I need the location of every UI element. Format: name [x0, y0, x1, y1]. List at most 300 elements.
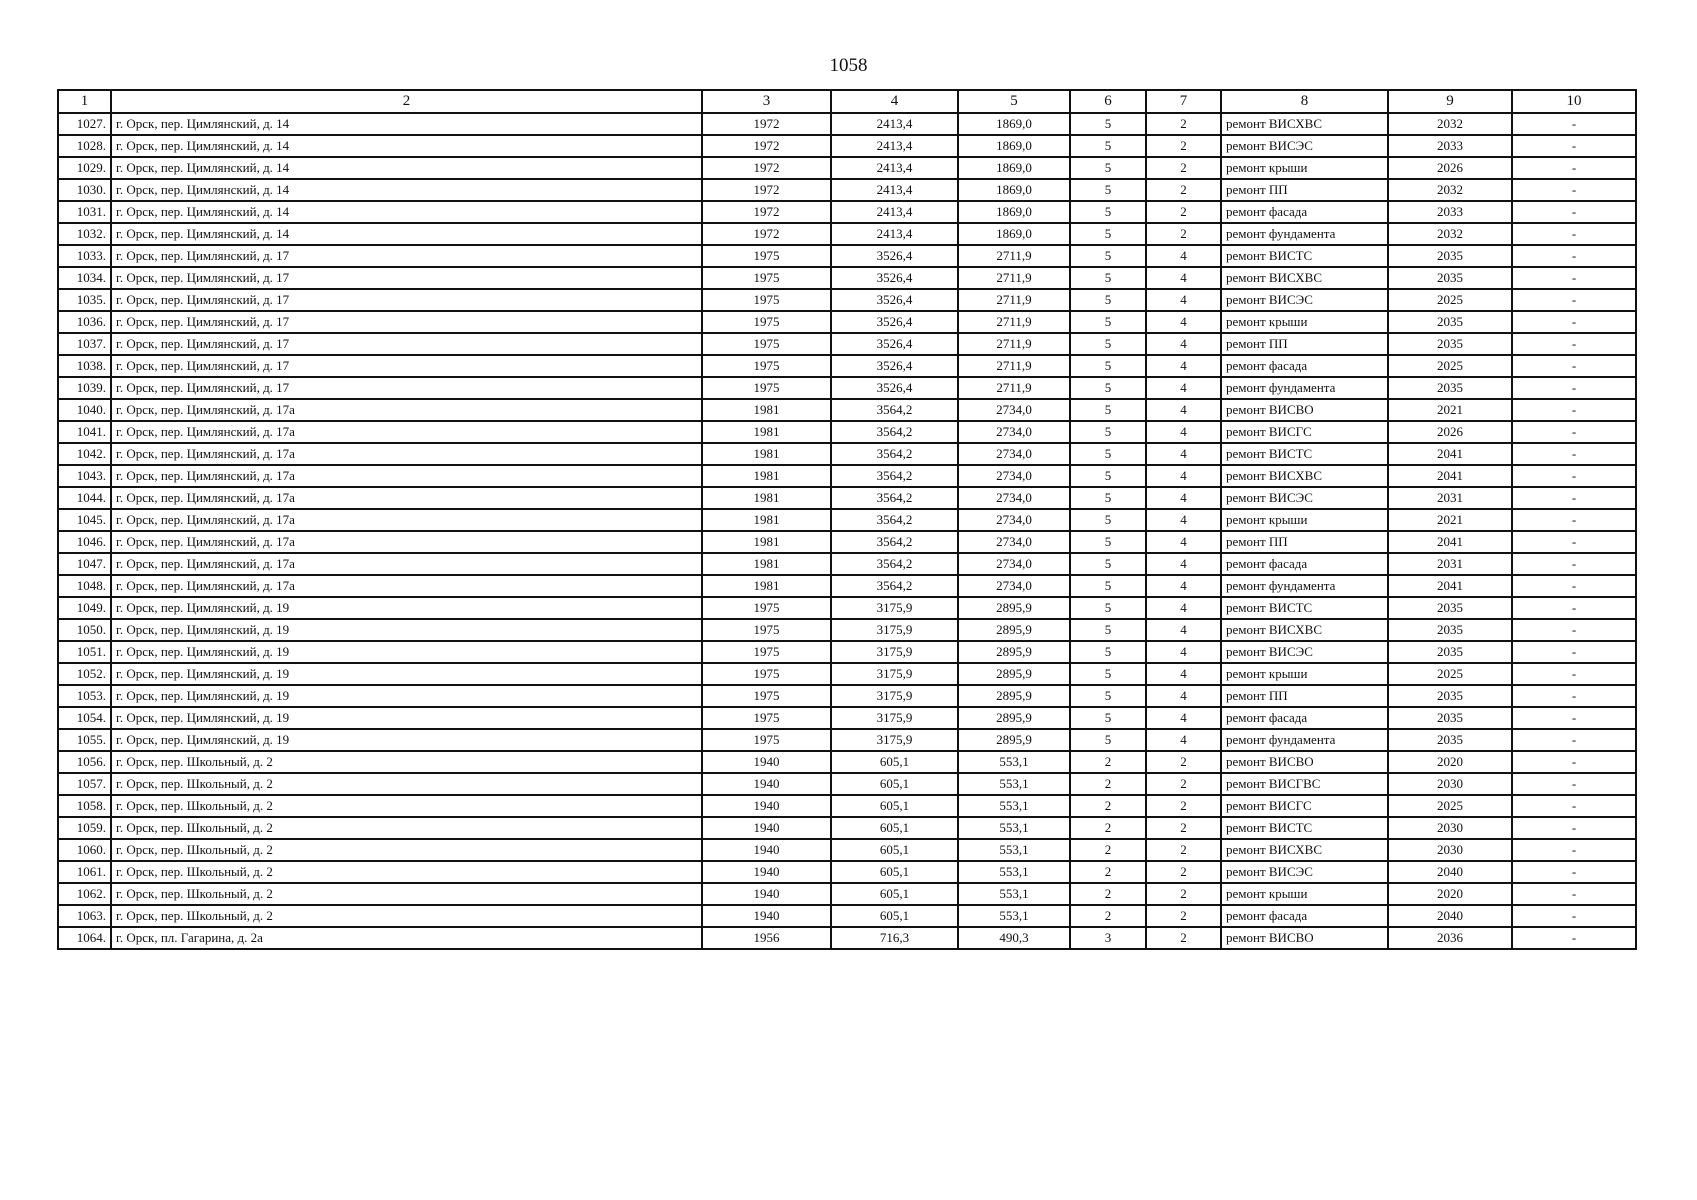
cell-work-type: ремонт ВИСВО [1221, 751, 1388, 773]
cell-note: - [1512, 509, 1636, 531]
cell-floors: 2 [1070, 751, 1146, 773]
page-number: 1058 [829, 55, 868, 76]
cell-total-area: 3526,4 [831, 289, 958, 311]
cell-planned-year: 2041 [1388, 443, 1512, 465]
column-header-5: 5 [958, 90, 1070, 113]
cell-living-area: 2734,0 [958, 553, 1070, 575]
cell-row-number: 1044. [58, 487, 111, 509]
cell-build-year: 1981 [702, 399, 831, 421]
cell-planned-year: 2041 [1388, 575, 1512, 597]
cell-floors: 2 [1070, 773, 1146, 795]
table-row [58, 245, 1636, 267]
cell-floors: 5 [1070, 663, 1146, 685]
cell-build-year: 1975 [702, 641, 831, 663]
cell-build-year: 1975 [702, 597, 831, 619]
cell-total-area: 3175,9 [831, 641, 958, 663]
table-row [58, 641, 1636, 663]
cell-row-number: 1042. [58, 443, 111, 465]
cell-note: - [1512, 597, 1636, 619]
cell-entrances: 4 [1146, 619, 1221, 641]
cell-entrances: 2 [1146, 883, 1221, 905]
cell-address: г. Орск, пер. Цимлянский, д. 19 [111, 619, 702, 641]
cell-note: - [1512, 245, 1636, 267]
cell-planned-year: 2035 [1388, 641, 1512, 663]
cell-total-area: 605,1 [831, 905, 958, 927]
cell-floors: 5 [1070, 245, 1146, 267]
table-row [58, 333, 1636, 355]
cell-total-area: 3175,9 [831, 597, 958, 619]
cell-address: г. Орск, пер. Школьный, д. 2 [111, 883, 702, 905]
cell-total-area: 3564,2 [831, 531, 958, 553]
cell-living-area: 553,1 [958, 751, 1070, 773]
column-header-8: 8 [1221, 90, 1388, 113]
cell-planned-year: 2041 [1388, 531, 1512, 553]
cell-address: г. Орск, пер. Школьный, д. 2 [111, 795, 702, 817]
cell-row-number: 1028. [58, 135, 111, 157]
cell-total-area: 3175,9 [831, 619, 958, 641]
cell-total-area: 3564,2 [831, 421, 958, 443]
cell-living-area: 2895,9 [958, 641, 1070, 663]
cell-entrances: 4 [1146, 399, 1221, 421]
cell-work-type: ремонт фасада [1221, 201, 1388, 223]
cell-build-year: 1972 [702, 135, 831, 157]
cell-row-number: 1035. [58, 289, 111, 311]
cell-row-number: 1064. [58, 927, 111, 949]
cell-planned-year: 2035 [1388, 707, 1512, 729]
cell-note: - [1512, 707, 1636, 729]
cell-entrances: 2 [1146, 795, 1221, 817]
cell-planned-year: 2031 [1388, 553, 1512, 575]
cell-total-area: 2413,4 [831, 179, 958, 201]
cell-total-area: 3564,2 [831, 509, 958, 531]
cell-address: г. Орск, пер. Цимлянский, д. 17 [111, 333, 702, 355]
column-header-9: 9 [1388, 90, 1512, 113]
cell-work-type: ремонт ВИСТС [1221, 597, 1388, 619]
cell-work-type: ремонт крыши [1221, 157, 1388, 179]
cell-entrances: 2 [1146, 135, 1221, 157]
table-row [58, 905, 1636, 927]
cell-total-area: 2413,4 [831, 113, 958, 135]
cell-note: - [1512, 685, 1636, 707]
cell-row-number: 1038. [58, 355, 111, 377]
cell-total-area: 3526,4 [831, 377, 958, 399]
cell-address: г. Орск, пер. Цимлянский, д. 17 [111, 311, 702, 333]
table-body [58, 113, 1636, 949]
cell-floors: 5 [1070, 201, 1146, 223]
cell-build-year: 1981 [702, 575, 831, 597]
cell-living-area: 2734,0 [958, 421, 1070, 443]
cell-address: г. Орск, пер. Цимлянский, д. 17 [111, 377, 702, 399]
cell-address: г. Орск, пер. Цимлянский, д. 17а [111, 421, 702, 443]
cell-note: - [1512, 861, 1636, 883]
cell-entrances: 2 [1146, 773, 1221, 795]
cell-row-number: 1048. [58, 575, 111, 597]
cell-total-area: 605,1 [831, 773, 958, 795]
cell-build-year: 1940 [702, 861, 831, 883]
cell-total-area: 2413,4 [831, 135, 958, 157]
cell-planned-year: 2035 [1388, 685, 1512, 707]
cell-entrances: 2 [1146, 861, 1221, 883]
cell-living-area: 2711,9 [958, 245, 1070, 267]
cell-living-area: 553,1 [958, 861, 1070, 883]
table-row [58, 135, 1636, 157]
cell-total-area: 3564,2 [831, 465, 958, 487]
cell-planned-year: 2031 [1388, 487, 1512, 509]
cell-planned-year: 2030 [1388, 773, 1512, 795]
cell-total-area: 605,1 [831, 817, 958, 839]
cell-address: г. Орск, пер. Цимлянский, д. 17 [111, 267, 702, 289]
cell-entrances: 4 [1146, 289, 1221, 311]
cell-floors: 5 [1070, 113, 1146, 135]
cell-address: г. Орск, пер. Цимлянский, д. 17а [111, 465, 702, 487]
cell-living-area: 553,1 [958, 839, 1070, 861]
cell-floors: 5 [1070, 157, 1146, 179]
cell-total-area: 2413,4 [831, 223, 958, 245]
cell-total-area: 605,1 [831, 861, 958, 883]
cell-total-area: 3564,2 [831, 575, 958, 597]
cell-note: - [1512, 443, 1636, 465]
cell-entrances: 4 [1146, 443, 1221, 465]
cell-total-area: 3564,2 [831, 443, 958, 465]
cell-planned-year: 2041 [1388, 465, 1512, 487]
column-header-2: 2 [111, 90, 702, 113]
cell-address: г. Орск, пер. Цимлянский, д. 17а [111, 487, 702, 509]
cell-planned-year: 2036 [1388, 927, 1512, 949]
cell-note: - [1512, 201, 1636, 223]
cell-living-area: 2895,9 [958, 707, 1070, 729]
cell-living-area: 553,1 [958, 883, 1070, 905]
cell-total-area: 605,1 [831, 883, 958, 905]
cell-row-number: 1059. [58, 817, 111, 839]
cell-address: г. Орск, пер. Школьный, д. 2 [111, 817, 702, 839]
cell-living-area: 1869,0 [958, 113, 1070, 135]
table-row [58, 685, 1636, 707]
cell-row-number: 1027. [58, 113, 111, 135]
cell-row-number: 1052. [58, 663, 111, 685]
cell-floors: 2 [1070, 795, 1146, 817]
cell-work-type: ремонт ПП [1221, 531, 1388, 553]
cell-row-number: 1062. [58, 883, 111, 905]
cell-floors: 5 [1070, 311, 1146, 333]
cell-total-area: 3526,4 [831, 245, 958, 267]
cell-address: г. Орск, пер. Цимлянский, д. 19 [111, 597, 702, 619]
cell-work-type: ремонт крыши [1221, 311, 1388, 333]
cell-build-year: 1975 [702, 377, 831, 399]
table-row [58, 223, 1636, 245]
cell-build-year: 1975 [702, 663, 831, 685]
cell-planned-year: 2025 [1388, 663, 1512, 685]
cell-build-year: 1981 [702, 553, 831, 575]
cell-entrances: 4 [1146, 377, 1221, 399]
cell-living-area: 553,1 [958, 905, 1070, 927]
cell-planned-year: 2025 [1388, 795, 1512, 817]
cell-build-year: 1981 [702, 443, 831, 465]
cell-floors: 5 [1070, 135, 1146, 157]
cell-row-number: 1033. [58, 245, 111, 267]
cell-planned-year: 2040 [1388, 861, 1512, 883]
cell-total-area: 605,1 [831, 839, 958, 861]
cell-floors: 5 [1070, 399, 1146, 421]
cell-work-type: ремонт ВИСХВС [1221, 619, 1388, 641]
cell-planned-year: 2035 [1388, 245, 1512, 267]
cell-note: - [1512, 795, 1636, 817]
cell-row-number: 1046. [58, 531, 111, 553]
cell-work-type: ремонт ВИСГВС [1221, 773, 1388, 795]
cell-living-area: 2711,9 [958, 377, 1070, 399]
cell-address: г. Орск, пер. Цимлянский, д. 14 [111, 201, 702, 223]
cell-note: - [1512, 729, 1636, 751]
cell-work-type: ремонт ПП [1221, 685, 1388, 707]
cell-floors: 5 [1070, 641, 1146, 663]
cell-note: - [1512, 553, 1636, 575]
cell-build-year: 1972 [702, 223, 831, 245]
cell-entrances: 4 [1146, 245, 1221, 267]
cell-build-year: 1940 [702, 817, 831, 839]
cell-floors: 5 [1070, 421, 1146, 443]
table-row [58, 839, 1636, 861]
column-header-10: 10 [1512, 90, 1636, 113]
column-header-3: 3 [702, 90, 831, 113]
cell-floors: 5 [1070, 179, 1146, 201]
cell-row-number: 1037. [58, 333, 111, 355]
cell-note: - [1512, 179, 1636, 201]
cell-planned-year: 2040 [1388, 905, 1512, 927]
cell-note: - [1512, 905, 1636, 927]
cell-floors: 2 [1070, 905, 1146, 927]
cell-address: г. Орск, пер. Цимлянский, д. 17 [111, 355, 702, 377]
cell-total-area: 605,1 [831, 751, 958, 773]
cell-work-type: ремонт фасада [1221, 905, 1388, 927]
column-header-7: 7 [1146, 90, 1221, 113]
cell-entrances: 4 [1146, 729, 1221, 751]
cell-address: г. Орск, пер. Школьный, д. 2 [111, 839, 702, 861]
cell-floors: 2 [1070, 817, 1146, 839]
cell-note: - [1512, 399, 1636, 421]
repair-schedule-table [57, 89, 1637, 950]
cell-planned-year: 2020 [1388, 883, 1512, 905]
cell-total-area: 3564,2 [831, 399, 958, 421]
cell-living-area: 2734,0 [958, 443, 1070, 465]
cell-living-area: 2711,9 [958, 289, 1070, 311]
table-row [58, 399, 1636, 421]
cell-living-area: 1869,0 [958, 179, 1070, 201]
cell-address: г. Орск, пер. Цимлянский, д. 17 [111, 245, 702, 267]
cell-living-area: 2895,9 [958, 685, 1070, 707]
table-row [58, 663, 1636, 685]
cell-entrances: 2 [1146, 157, 1221, 179]
table-row [58, 707, 1636, 729]
cell-address: г. Орск, пер. Цимлянский, д. 14 [111, 135, 702, 157]
cell-planned-year: 2033 [1388, 135, 1512, 157]
cell-work-type: ремонт фасада [1221, 707, 1388, 729]
cell-planned-year: 2035 [1388, 377, 1512, 399]
cell-living-area: 2711,9 [958, 267, 1070, 289]
cell-entrances: 4 [1146, 487, 1221, 509]
cell-entrances: 2 [1146, 839, 1221, 861]
table-row [58, 927, 1636, 949]
table-row [58, 377, 1636, 399]
cell-address: г. Орск, пер. Школьный, д. 2 [111, 751, 702, 773]
cell-address: г. Орск, пер. Цимлянский, д. 19 [111, 641, 702, 663]
cell-entrances: 4 [1146, 685, 1221, 707]
cell-entrances: 4 [1146, 311, 1221, 333]
cell-total-area: 3175,9 [831, 707, 958, 729]
cell-entrances: 4 [1146, 421, 1221, 443]
cell-build-year: 1975 [702, 333, 831, 355]
cell-work-type: ремонт ВИСВО [1221, 927, 1388, 949]
cell-entrances: 4 [1146, 465, 1221, 487]
cell-row-number: 1063. [58, 905, 111, 927]
table-row [58, 619, 1636, 641]
cell-work-type: ремонт ВИСХВС [1221, 267, 1388, 289]
cell-build-year: 1940 [702, 883, 831, 905]
cell-living-area: 553,1 [958, 795, 1070, 817]
cell-work-type: ремонт ПП [1221, 333, 1388, 355]
cell-row-number: 1031. [58, 201, 111, 223]
cell-note: - [1512, 157, 1636, 179]
table-row [58, 751, 1636, 773]
cell-work-type: ремонт ВИСТС [1221, 817, 1388, 839]
cell-note: - [1512, 113, 1636, 135]
cell-floors: 5 [1070, 509, 1146, 531]
cell-entrances: 4 [1146, 663, 1221, 685]
cell-row-number: 1040. [58, 399, 111, 421]
cell-note: - [1512, 311, 1636, 333]
table-row [58, 421, 1636, 443]
cell-total-area: 3526,4 [831, 267, 958, 289]
cell-address: г. Орск, пер. Цимлянский, д. 19 [111, 685, 702, 707]
table-row [58, 531, 1636, 553]
cell-floors: 2 [1070, 883, 1146, 905]
cell-address: г. Орск, пер. Цимлянский, д. 17а [111, 553, 702, 575]
cell-floors: 3 [1070, 927, 1146, 949]
cell-entrances: 4 [1146, 575, 1221, 597]
cell-living-area: 553,1 [958, 773, 1070, 795]
cell-planned-year: 2035 [1388, 311, 1512, 333]
cell-living-area: 2895,9 [958, 619, 1070, 641]
cell-build-year: 1940 [702, 751, 831, 773]
cell-total-area: 3526,4 [831, 333, 958, 355]
cell-row-number: 1060. [58, 839, 111, 861]
cell-total-area: 3564,2 [831, 553, 958, 575]
cell-work-type: ремонт ВИСЭС [1221, 487, 1388, 509]
cell-living-area: 2711,9 [958, 333, 1070, 355]
cell-note: - [1512, 531, 1636, 553]
cell-planned-year: 2025 [1388, 289, 1512, 311]
cell-total-area: 3175,9 [831, 663, 958, 685]
cell-planned-year: 2035 [1388, 267, 1512, 289]
table-row [58, 179, 1636, 201]
column-header-4: 4 [831, 90, 958, 113]
cell-planned-year: 2030 [1388, 817, 1512, 839]
cell-row-number: 1041. [58, 421, 111, 443]
table-row [58, 729, 1636, 751]
cell-build-year: 1975 [702, 707, 831, 729]
cell-work-type: ремонт крыши [1221, 883, 1388, 905]
cell-row-number: 1034. [58, 267, 111, 289]
table-row [58, 553, 1636, 575]
cell-work-type: ремонт ВИСВО [1221, 399, 1388, 421]
cell-row-number: 1043. [58, 465, 111, 487]
cell-living-area: 1869,0 [958, 157, 1070, 179]
cell-build-year: 1981 [702, 421, 831, 443]
cell-floors: 5 [1070, 553, 1146, 575]
table-row [58, 487, 1636, 509]
table-row [58, 795, 1636, 817]
cell-living-area: 2734,0 [958, 399, 1070, 421]
cell-work-type: ремонт крыши [1221, 509, 1388, 531]
cell-entrances: 4 [1146, 509, 1221, 531]
cell-planned-year: 2021 [1388, 399, 1512, 421]
cell-work-type: ремонт ВИСЭС [1221, 861, 1388, 883]
cell-work-type: ремонт фундамента [1221, 729, 1388, 751]
cell-row-number: 1029. [58, 157, 111, 179]
cell-build-year: 1940 [702, 839, 831, 861]
cell-floors: 5 [1070, 597, 1146, 619]
cell-work-type: ремонт фундамента [1221, 223, 1388, 245]
table-row [58, 267, 1636, 289]
cell-note: - [1512, 377, 1636, 399]
cell-living-area: 2734,0 [958, 465, 1070, 487]
cell-work-type: ремонт фундамента [1221, 575, 1388, 597]
cell-floors: 5 [1070, 465, 1146, 487]
cell-living-area: 2711,9 [958, 355, 1070, 377]
cell-floors: 5 [1070, 223, 1146, 245]
cell-note: - [1512, 751, 1636, 773]
cell-note: - [1512, 773, 1636, 795]
table-row [58, 883, 1636, 905]
table-row [58, 289, 1636, 311]
cell-planned-year: 2032 [1388, 179, 1512, 201]
cell-note: - [1512, 135, 1636, 157]
column-header-6: 6 [1070, 90, 1146, 113]
cell-living-area: 2895,9 [958, 597, 1070, 619]
cell-address: г. Орск, пер. Школьный, д. 2 [111, 861, 702, 883]
cell-living-area: 2734,0 [958, 531, 1070, 553]
cell-note: - [1512, 883, 1636, 905]
cell-address: г. Орск, пер. Цимлянский, д. 14 [111, 223, 702, 245]
cell-address: г. Орск, пер. Цимлянский, д. 14 [111, 113, 702, 135]
cell-planned-year: 2026 [1388, 421, 1512, 443]
cell-entrances: 2 [1146, 179, 1221, 201]
cell-build-year: 1972 [702, 179, 831, 201]
cell-entrances: 4 [1146, 355, 1221, 377]
cell-note: - [1512, 663, 1636, 685]
cell-note: - [1512, 839, 1636, 861]
cell-total-area: 3175,9 [831, 729, 958, 751]
cell-floors: 2 [1070, 861, 1146, 883]
cell-row-number: 1058. [58, 795, 111, 817]
cell-address: г. Орск, пер. Школьный, д. 2 [111, 773, 702, 795]
cell-note: - [1512, 267, 1636, 289]
table-row [58, 311, 1636, 333]
cell-entrances: 2 [1146, 927, 1221, 949]
cell-note: - [1512, 355, 1636, 377]
cell-build-year: 1981 [702, 509, 831, 531]
cell-planned-year: 2035 [1388, 333, 1512, 355]
cell-note: - [1512, 817, 1636, 839]
cell-entrances: 4 [1146, 641, 1221, 663]
cell-floors: 5 [1070, 707, 1146, 729]
cell-total-area: 3564,2 [831, 487, 958, 509]
cell-build-year: 1940 [702, 795, 831, 817]
cell-entrances: 4 [1146, 267, 1221, 289]
cell-row-number: 1030. [58, 179, 111, 201]
cell-planned-year: 2021 [1388, 509, 1512, 531]
column-header-1: 1 [58, 90, 111, 113]
cell-total-area: 3526,4 [831, 311, 958, 333]
cell-planned-year: 2032 [1388, 113, 1512, 135]
